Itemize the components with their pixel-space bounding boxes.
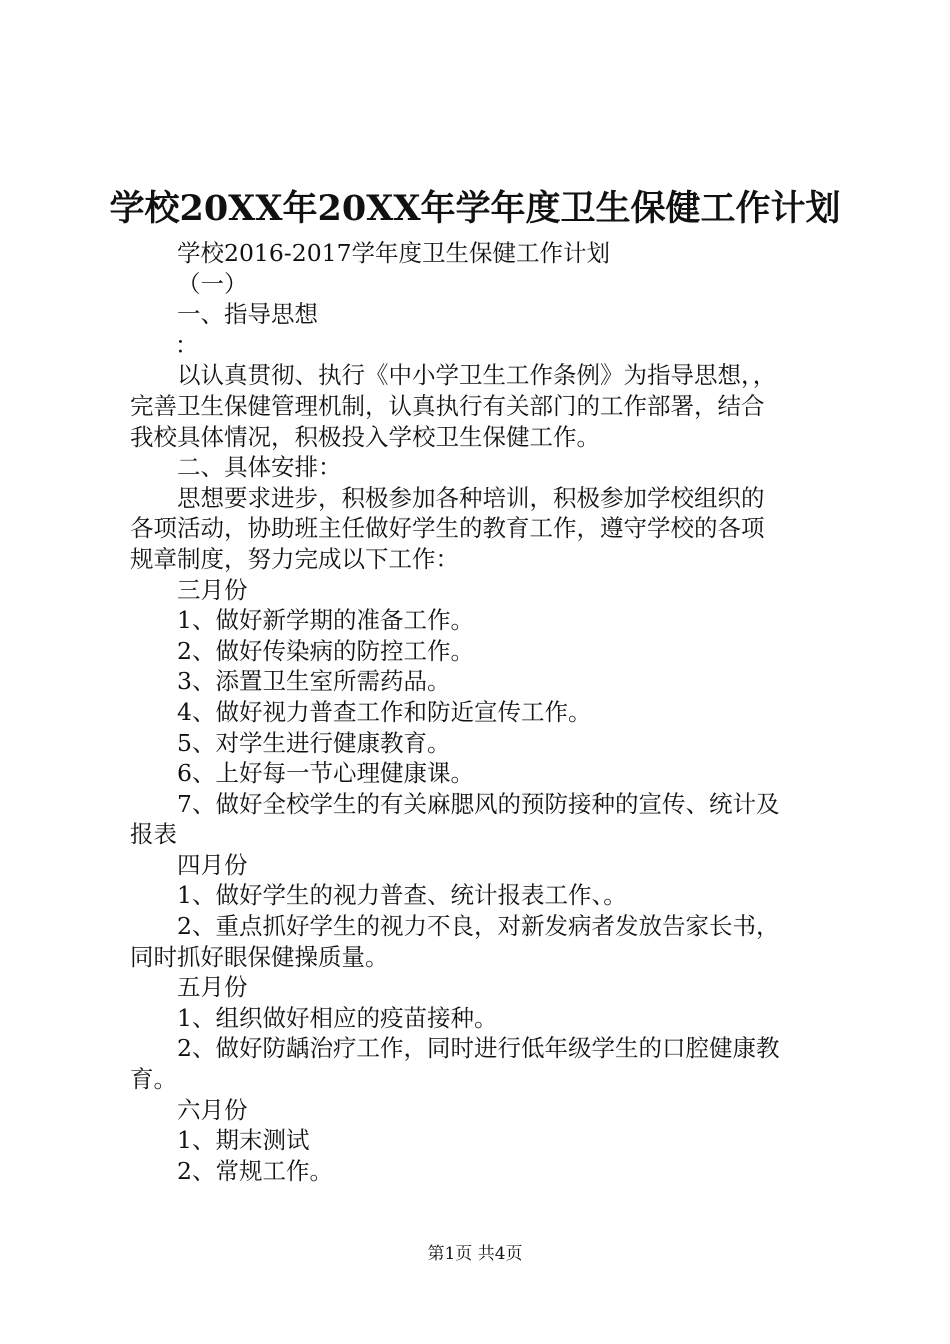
document-title: 学校20XX年20XX年学年度卫生保健工作计划: [109, 188, 841, 229]
march-item-6: 6、上好每一节心理健康课。: [177, 759, 474, 788]
may-heading: 五月份: [177, 973, 248, 1002]
march-heading: 三月份: [177, 575, 248, 604]
document-body: [130, 238, 830, 1186]
april-heading: 四月份: [177, 850, 248, 879]
april-item-2-line-1: 2、重点抓好学生的视力不良，对新发病者发放告家长书，: [177, 912, 780, 941]
section2-line-2: 各项活动，协助班主任做好学生的教育工作，遵守学校的各项: [130, 514, 765, 543]
section2-heading: 二、具体安排：: [177, 453, 342, 482]
section1-line-2: 完善卫生保健管理机制，认真执行有关部门的工作部署，结合: [130, 391, 765, 420]
page-footer: 第1页 共4页: [427, 1244, 523, 1264]
april-item-2-line-2: 同时抓好眼保健操质量。: [130, 942, 389, 971]
section1-line-1: 以认真贯彻、执行《中小学卫生工作条例》为指导思想，，: [177, 361, 777, 390]
may-item-2-line-1: 2、做好防龋治疗工作，同时进行低年级学生的口腔健康教: [177, 1034, 780, 1063]
march-item-4: 4、做好视力普查工作和防近宣传工作。: [177, 697, 592, 726]
june-heading: 六月份: [177, 1095, 248, 1124]
section1-heading: 一、指导思想: [177, 300, 318, 329]
june-item-2: 2、常规工作。: [177, 1156, 333, 1185]
march-item-5: 5、对学生进行健康教育。: [177, 728, 451, 757]
part-marker: （一）: [177, 269, 248, 298]
march-item-7-line-1: 7、做好全校学生的有关麻腮风的预防接种的宣传、统计及: [177, 789, 780, 818]
section2-line-1: 思想要求进步，积极参加各种培训，积极参加学校组织的: [177, 483, 765, 512]
may-item-2-line-2: 育。: [130, 1065, 177, 1094]
march-item-2: 2、做好传染病的防控工作。: [177, 636, 474, 665]
may-item-1: 1、组织做好相应的疫苗接种。: [177, 1003, 498, 1032]
march-item-3: 3、添置卫生室所需药品。: [177, 667, 451, 696]
section1-colon: ：: [175, 330, 199, 359]
april-item-1: 1、做好学生的视力普查、统计报表工作、。: [177, 881, 627, 910]
march-item-7-line-2: 报表: [130, 820, 177, 849]
june-item-1: 1、期末测试: [177, 1126, 310, 1155]
section2-line-3: 规章制度，努力完成以下工作：: [130, 544, 459, 573]
march-item-1: 1、做好新学期的准备工作。: [177, 606, 474, 635]
section1-line-3: 我校具体情况，积极投入学校卫生保健工作。: [130, 422, 600, 451]
subtitle: 学校2016-2017学年度卫生保健工作计划: [177, 239, 611, 267]
